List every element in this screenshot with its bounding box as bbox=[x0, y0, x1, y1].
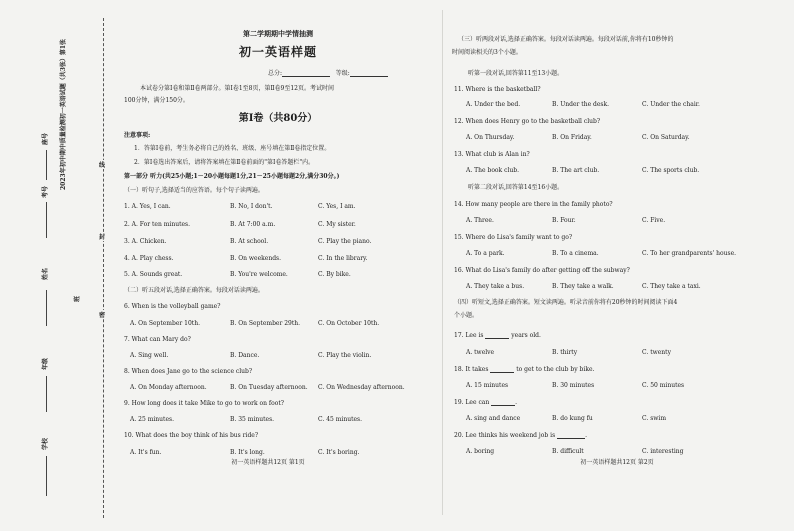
candidate-no-label: 考号 bbox=[42, 185, 49, 198]
q16-option-a[interactable]: A. They take a bus. bbox=[466, 283, 525, 290]
name-line bbox=[46, 290, 47, 326]
name-label: 姓名 bbox=[42, 267, 49, 280]
question-10: 10. What does the boy think of his bus ride? bbox=[124, 432, 259, 439]
school-line bbox=[46, 456, 47, 496]
q6-option-b[interactable]: B. On September 29th. bbox=[230, 320, 301, 327]
notes-heading: 注意事项: bbox=[124, 132, 151, 139]
question-7: 7. What can Mary do? bbox=[124, 336, 191, 343]
q12-option-c[interactable]: C. On Saturday. bbox=[642, 134, 690, 141]
q2-option-a[interactable]: 2. A. For ten minutes. bbox=[124, 221, 191, 228]
dialogue-2-instructions: 听第二段对话,回答第14至16小题。 bbox=[468, 184, 564, 191]
q12-option-a[interactable]: A. On Thursday. bbox=[466, 134, 515, 141]
q6-option-a[interactable]: A. On September 10th. bbox=[130, 320, 200, 327]
question-1-number: 1. bbox=[124, 203, 130, 210]
q11-option-b[interactable]: B. Under the desk. bbox=[552, 101, 610, 108]
q19-option-c[interactable]: C. swim bbox=[642, 415, 667, 422]
q17-blank[interactable] bbox=[485, 332, 509, 339]
score-label: 总分: bbox=[268, 70, 283, 77]
fold-line bbox=[103, 18, 104, 518]
q11-option-c[interactable]: C. Under the chair. bbox=[642, 101, 700, 108]
fold-mark-seal: 密 bbox=[99, 312, 106, 319]
q20-option-b[interactable]: B. difficult bbox=[552, 448, 584, 455]
q7-option-a[interactable]: A. Sing well. bbox=[130, 352, 169, 359]
q20-text-end: . bbox=[585, 432, 587, 439]
q5-option-a[interactable]: 5. A. Sounds great. bbox=[124, 271, 183, 278]
grade-blank[interactable] bbox=[350, 70, 388, 77]
q15-option-a[interactable]: A. To a park. bbox=[466, 250, 505, 257]
question-20 bbox=[454, 432, 587, 439]
q8-option-c[interactable]: C. On Wednesday afternoon. bbox=[318, 384, 405, 391]
q9-option-a[interactable]: A. 25 minutes. bbox=[130, 416, 174, 423]
q17-option-a[interactable]: A. twelve bbox=[466, 349, 495, 356]
q6-option-c[interactable]: C. On October 10th. bbox=[318, 320, 380, 327]
q18-option-a[interactable]: A. 15 minutes bbox=[466, 382, 509, 389]
page-1-footer: 初一英语样题共12页 第1页 bbox=[231, 459, 305, 466]
q17-option-c[interactable]: C. twenty bbox=[642, 349, 671, 356]
q19-blank[interactable] bbox=[491, 399, 518, 406]
q8-option-a[interactable]: A. On Monday afternoon. bbox=[130, 384, 207, 391]
grade-label: 年级 bbox=[42, 357, 49, 370]
question-1 bbox=[124, 203, 171, 210]
score-field bbox=[268, 70, 388, 77]
section-3-heading-line-1: （三）听两段对话,选择正确答案。每段对话读两遍。每段对话前,你将有10秒钟的 bbox=[458, 36, 674, 43]
question-11: 11. Where is the basketball? bbox=[454, 86, 541, 93]
q13-option-b[interactable]: B. The art club. bbox=[552, 167, 600, 174]
q19-text-end: . bbox=[515, 399, 518, 406]
section-3-heading-line-2: 时间阅读相关的3个小题。 bbox=[452, 49, 522, 56]
q17-option-b[interactable]: B. thirty bbox=[552, 349, 578, 356]
page-divider bbox=[442, 10, 443, 515]
question-16: 16. What do Lisa's family do after getting off the subway? bbox=[454, 267, 630, 274]
question-8: 8. When does Jane go to the science club? bbox=[124, 368, 253, 375]
q3-option-b[interactable]: B. At school. bbox=[230, 238, 269, 245]
note-2: 2．第Ⅰ卷选出答案后，请将答案填在第Ⅱ卷前面的"第Ⅰ卷答题栏"内。 bbox=[134, 159, 315, 166]
question-19 bbox=[454, 399, 517, 406]
q18-option-c[interactable]: C. 50 minutes bbox=[642, 382, 685, 389]
q7-option-c[interactable]: C. Play the violin. bbox=[318, 352, 372, 359]
grade-line bbox=[46, 376, 47, 412]
exam-title: 初一英语样题 bbox=[238, 45, 317, 59]
q17-text-end: years old. bbox=[509, 332, 541, 339]
q20-option-c[interactable]: C. interesting bbox=[642, 448, 684, 455]
q20-blank[interactable] bbox=[557, 432, 585, 439]
intro-line-2: 100分钟，满分150分。 bbox=[124, 97, 189, 104]
q16-option-b[interactable]: B. They take a walk. bbox=[552, 283, 614, 290]
q20-option-a[interactable]: A. boring bbox=[466, 448, 495, 455]
q20-text-start: 20. Lee thinks his weekend job is bbox=[454, 432, 558, 439]
q19-option-a[interactable]: A. sing and dance bbox=[466, 415, 521, 422]
question-9: 9. How long does it take Mike to go to work on foot? bbox=[124, 400, 284, 407]
q17-text-start: 17. Lee is bbox=[454, 332, 486, 339]
note-1: 1．答第Ⅰ卷前，考生务必将自己的姓名、班级、座号填在第Ⅱ卷指定位置。 bbox=[134, 145, 331, 152]
q5-option-c[interactable]: C. By bike. bbox=[318, 271, 351, 278]
q19-option-b[interactable]: B. do kung fu bbox=[552, 415, 593, 422]
exam-id-vertical: 2023年初中期中质量检测初一英语试题（共3张）第1张 bbox=[60, 38, 67, 190]
part-one-title: 第Ⅰ卷（共80分） bbox=[238, 113, 318, 124]
seat-no-label: 座号 bbox=[42, 132, 49, 145]
q15-option-b[interactable]: B. To a cinema. bbox=[552, 250, 599, 257]
q10-option-c[interactable]: C. It's boring. bbox=[318, 449, 360, 456]
question-17 bbox=[454, 332, 541, 339]
q18-text-end: to get to the club by bike. bbox=[514, 366, 595, 373]
q5-option-b[interactable]: B. You're welcome. bbox=[230, 271, 288, 278]
question-6: 6. When is the volleyball game? bbox=[124, 303, 221, 310]
q14-option-b[interactable]: B. Four. bbox=[552, 217, 576, 224]
section-4-heading-line-2: 个小题。 bbox=[454, 312, 479, 319]
page-2-footer: 初一英语样题共12页 第2页 bbox=[580, 459, 654, 466]
q7-option-b[interactable]: B. Dance. bbox=[230, 352, 260, 359]
q2-option-b[interactable]: B. At 7:00 a.m. bbox=[230, 221, 276, 228]
binding-strip bbox=[0, 0, 118, 531]
q14-option-a[interactable]: A. Three. bbox=[466, 217, 494, 224]
fold-mark-line: 线 bbox=[99, 162, 106, 169]
section-1-heading: （一）听句子,选择适当的应答语。每个句子读两遍。 bbox=[124, 187, 264, 194]
question-15: 15. Where do Lisa's family want to go? bbox=[454, 234, 573, 241]
q16-option-c[interactable]: C. They take a taxi. bbox=[642, 283, 701, 290]
q9-option-b[interactable]: B. 35 minutes. bbox=[230, 416, 275, 423]
q10-option-b[interactable]: B. It's long. bbox=[230, 449, 265, 456]
q19-text-start: 19. Lee can bbox=[454, 399, 492, 406]
school-label: 学校 bbox=[42, 437, 49, 450]
q18-text-start: 18. It takes bbox=[454, 366, 491, 373]
q4-option-b[interactable]: B. On weekends. bbox=[230, 255, 282, 262]
class-label: 班 bbox=[74, 295, 81, 302]
q1-option-c[interactable]: C. Yes, I am. bbox=[318, 203, 356, 210]
q4-option-a[interactable]: 4. A. Play chess. bbox=[124, 255, 174, 262]
q11-option-a[interactable]: A. Under the bed. bbox=[466, 101, 521, 108]
score-blank[interactable] bbox=[282, 70, 330, 77]
dialogue-1-instructions: 听第一段对话,回答第11至13小题。 bbox=[468, 70, 564, 77]
question-18 bbox=[454, 366, 594, 373]
q3-option-c[interactable]: C. Play the piano. bbox=[318, 238, 372, 245]
q1-option-a[interactable]: A. Yes, I can. bbox=[131, 203, 171, 210]
q12-option-b[interactable]: B. On Friday. bbox=[552, 134, 592, 141]
q15-option-c[interactable]: C. To her grandparents' house. bbox=[642, 250, 737, 257]
question-12: 12. When does Henry go to the basketball club? bbox=[454, 118, 601, 125]
question-13: 13. What club is Alan in? bbox=[454, 151, 530, 158]
q9-option-c[interactable]: C. 45 minutes. bbox=[318, 416, 363, 423]
intro-line-1: 本试卷分第Ⅰ卷和第Ⅱ卷两部分。第Ⅰ卷1至8页，第Ⅱ卷9至12页。考试时间 bbox=[140, 85, 334, 92]
candidate-no-line bbox=[46, 202, 47, 238]
q4-option-c[interactable]: C. In the library. bbox=[318, 255, 368, 262]
q14-option-c[interactable]: C. Five. bbox=[642, 217, 666, 224]
q2-option-c[interactable]: C. My sister. bbox=[318, 221, 356, 228]
q3-option-a[interactable]: 3. A. Chicken. bbox=[124, 238, 167, 245]
q1-option-b[interactable]: B. No, I don't. bbox=[230, 203, 273, 210]
q13-option-a[interactable]: A. The book club. bbox=[466, 167, 519, 174]
q18-blank[interactable] bbox=[490, 366, 514, 373]
q18-option-b[interactable]: B. 30 minutes bbox=[552, 382, 595, 389]
fold-mark-cut: 封 bbox=[99, 234, 106, 241]
exam-title-small: 第二学期期中学情抽测 bbox=[243, 29, 313, 38]
q13-option-c[interactable]: C. The sports club. bbox=[642, 167, 700, 174]
seat-no-line bbox=[46, 150, 47, 180]
q10-option-a[interactable]: A. It's fun. bbox=[130, 449, 162, 456]
section-4-heading-line-1: （四）听短文,选择正确答案。短文读两遍。听录音前你将有20秒钟的时间阅读下面4 bbox=[454, 299, 678, 306]
question-14: 14. How many people are there in the family photo? bbox=[454, 201, 613, 208]
q8-option-b[interactable]: B. On Tuesday afternoon. bbox=[230, 384, 308, 391]
grade-label: 等级: bbox=[335, 70, 350, 77]
section-2-heading: （二）听五段对话,选择正确答案。每段对话读两遍。 bbox=[124, 287, 264, 294]
listening-heading: 第一部分 听力(共25小题;1－20小题每题1分,21－25小题每题2分,满分30分。) bbox=[124, 173, 340, 180]
